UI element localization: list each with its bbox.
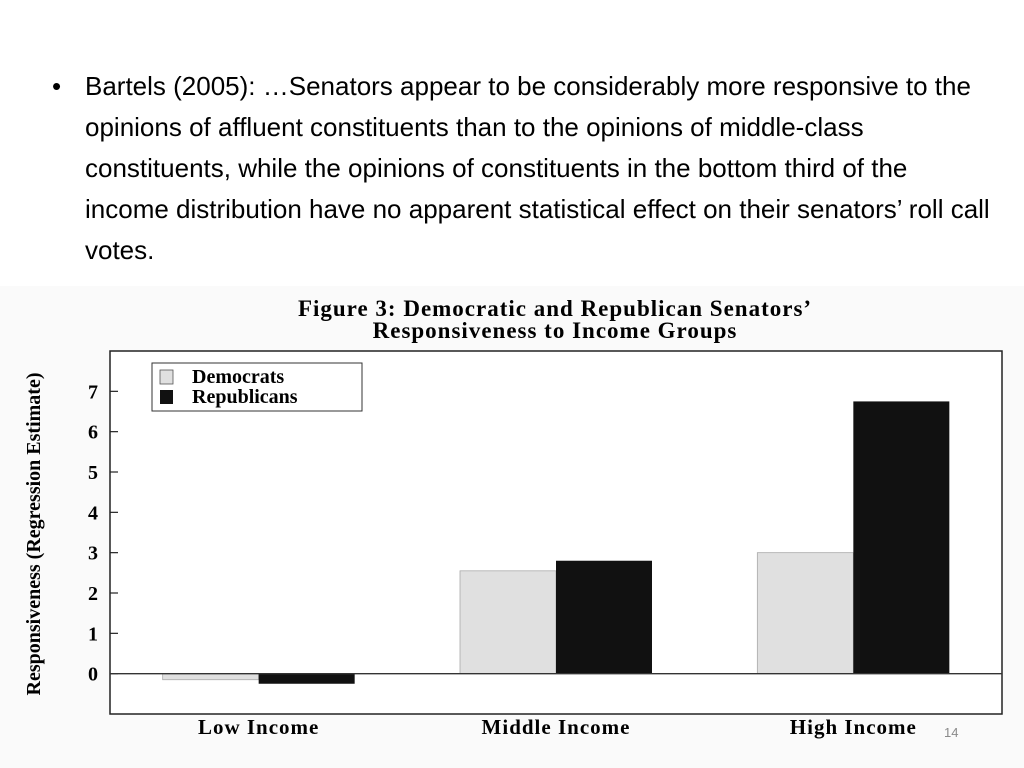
x-tick-label: Low Income (197, 715, 320, 739)
x-tick-label: Middle Income (481, 715, 631, 739)
bar-democrats-middle-income (460, 571, 556, 674)
bar-republicans-low-income (259, 674, 355, 684)
bar-republicans-middle-income (556, 561, 652, 674)
legend-swatch-democrats (160, 370, 173, 384)
y-tick-label: 2 (88, 583, 98, 605)
bullet-text: Bartels (2005): …Senators appear to be considerably more responsive to the opinions of affluent constituents than to the opinions of middle-class constituents, while the opinions of constituents in the bottom third of the income distribution have no apparent statistical effect on their senators’ roll call votes. (85, 71, 990, 265)
y-tick-label: 6 (88, 421, 98, 444)
chart-title: Figure 3: Democratic and Republican Senators’ (297, 296, 813, 321)
y-axis-label: Responsiveness (Regression Estimate) (23, 372, 45, 696)
y-tick-label: 0 (88, 663, 98, 686)
x-tick-label: High Income (789, 715, 917, 739)
bullet-point (52, 66, 992, 271)
y-axis-label-group (23, 373, 45, 696)
slide-number: 14 (944, 725, 959, 740)
bar-chart (0, 286, 1024, 768)
legend-label-democrats: Democrats (192, 366, 285, 388)
legend-swatch-republicans (160, 390, 173, 404)
figure (0, 286, 1024, 768)
y-tick-label: 7 (88, 381, 98, 404)
bar-democrats-low-income (163, 674, 259, 680)
y-tick-label: 5 (88, 462, 98, 484)
bullet-icon: • (52, 71, 62, 101)
chart-subtitle: Responsiveness to Income Groups (372, 318, 738, 343)
legend (152, 363, 362, 411)
bar-republicans-high-income (853, 401, 949, 673)
y-tick-label: 4 (88, 502, 98, 525)
x-labels (198, 715, 917, 739)
y-tick-label: 3 (88, 542, 98, 565)
legend-label-republicans: Republicans (192, 386, 298, 408)
bar-democrats-high-income (757, 553, 853, 674)
y-tick-label: 1 (88, 623, 98, 646)
